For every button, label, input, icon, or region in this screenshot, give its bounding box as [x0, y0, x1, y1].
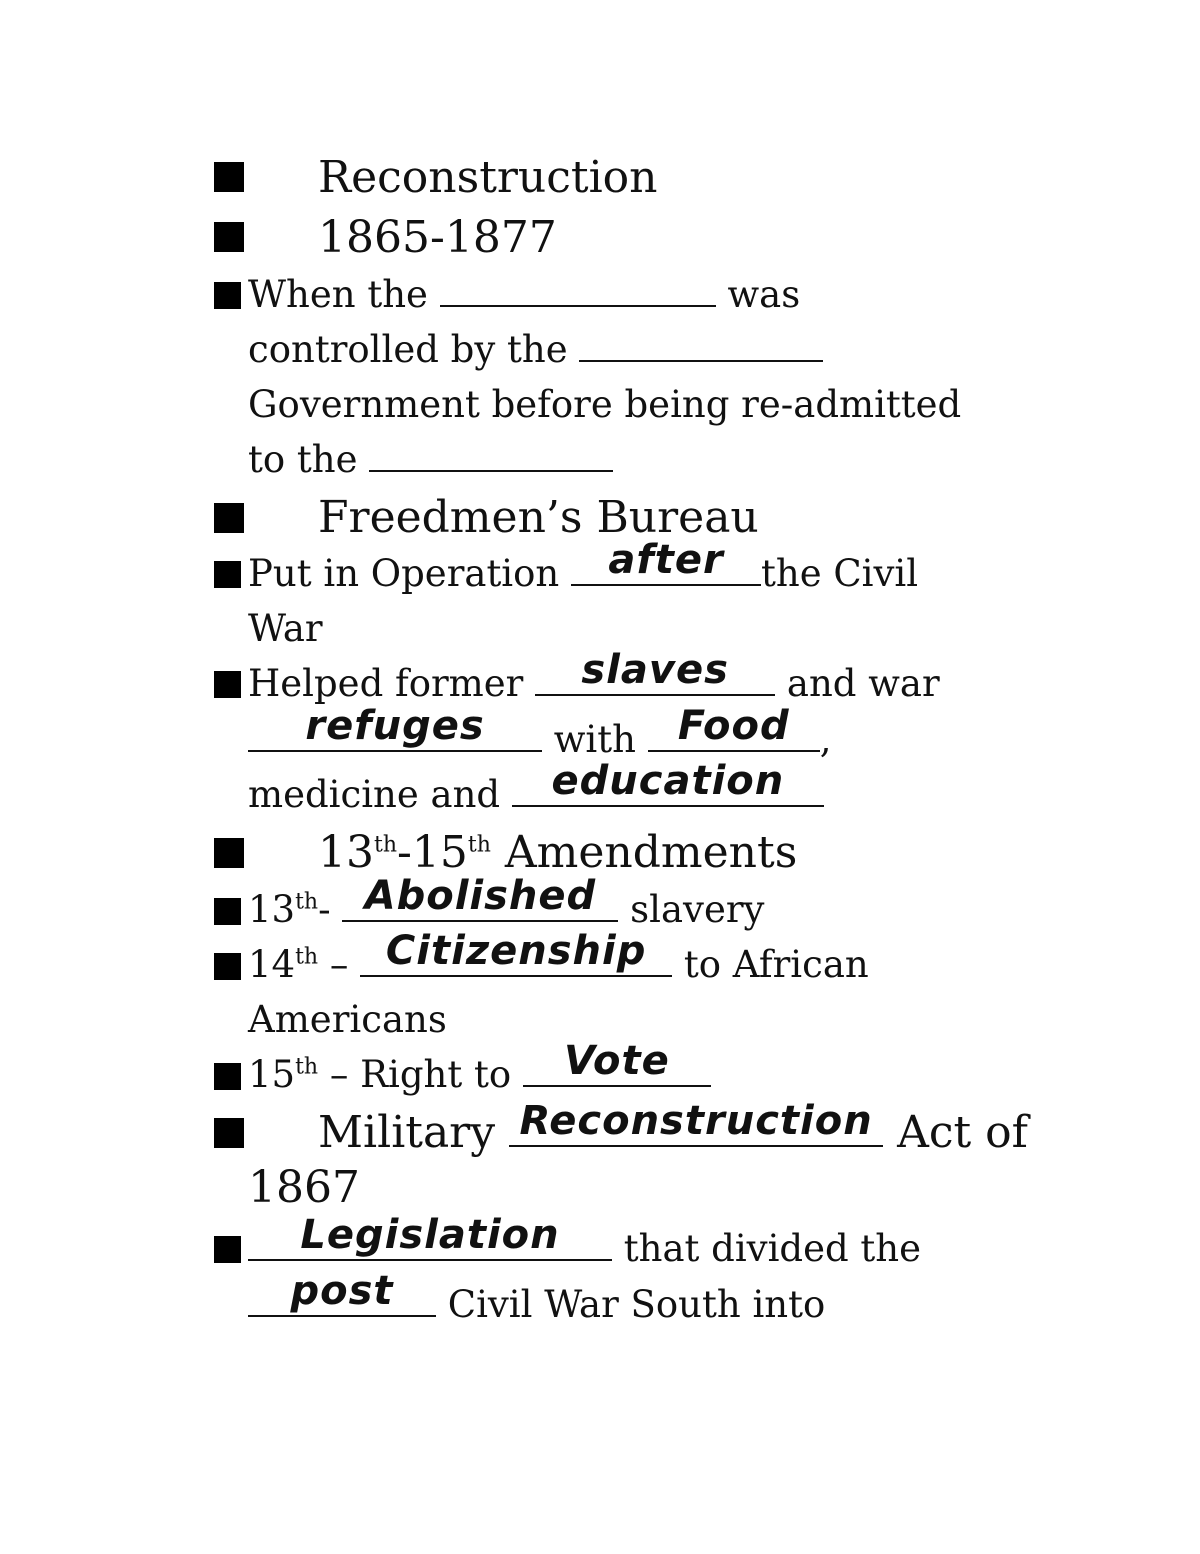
handwritten-answer: Legislation [300, 1212, 560, 1258]
text: Act of [897, 1107, 1028, 1158]
bullet-square [214, 671, 241, 698]
superscript: th [467, 832, 491, 858]
military-post-line [248, 1268, 826, 1328]
text: with [553, 718, 636, 761]
bullet-square [214, 953, 241, 980]
freedmen-operation-line-2: War [248, 607, 323, 650]
text: 13 [248, 888, 296, 931]
bullet-square [214, 561, 241, 588]
answer-blank[interactable] [523, 1038, 711, 1087]
definition-line-4 [248, 437, 613, 483]
handwritten-answer: Vote [564, 1038, 670, 1084]
bullet-square [214, 503, 244, 533]
bullet-square [214, 282, 241, 309]
answer-blank[interactable] [360, 928, 672, 977]
definition-line-1 [248, 272, 800, 318]
answer-blank[interactable] [535, 647, 775, 696]
bullet-square [214, 1118, 244, 1148]
bullet-square [214, 838, 244, 868]
blank-field[interactable] [579, 330, 823, 362]
text: Civil War South into [447, 1283, 826, 1326]
blank-field[interactable] [440, 275, 716, 307]
section-heading-military [318, 1098, 1028, 1159]
bullet-square [214, 222, 244, 252]
handwritten-answer: post [290, 1268, 394, 1314]
text: – [318, 943, 349, 986]
handwritten-answer: Reconstruction [519, 1098, 873, 1144]
blank-field[interactable] [369, 440, 613, 472]
answer-blank[interactable] [248, 703, 542, 752]
definition-text: When the [248, 273, 428, 316]
answer-blank[interactable] [509, 1098, 883, 1147]
text: Put in Operation [248, 552, 560, 595]
answer-blank[interactable] [648, 703, 820, 752]
amendment-14-line-2: Americans [248, 998, 447, 1041]
freedmen-operation-line [248, 537, 919, 597]
text: -15 [397, 827, 468, 878]
answer-blank[interactable] [248, 1212, 612, 1261]
amendment-13-line [248, 873, 765, 933]
military-year: 1867 [248, 1162, 360, 1213]
superscript: th [374, 832, 398, 858]
answer-blank[interactable] [571, 537, 761, 586]
military-legislation-line [248, 1212, 922, 1272]
bullet-square [214, 1236, 241, 1263]
page-title: Reconstruction [318, 152, 658, 203]
definition-line-2 [248, 327, 823, 373]
amendment-14-line [248, 928, 869, 988]
section-heading-freedmen: Freedmen’s Bureau [318, 492, 759, 543]
definition-line-3: Government before being re-admitted [248, 383, 962, 426]
handwritten-answer: education [551, 758, 785, 804]
text: 13 [318, 827, 374, 878]
bullet-square [214, 162, 244, 192]
superscript: th [295, 889, 319, 915]
amendment-15-line [248, 1038, 711, 1098]
text: to African [683, 943, 869, 986]
superscript: th [295, 1054, 319, 1080]
text: slavery [630, 888, 765, 931]
text: Amendments [490, 827, 798, 878]
text: that divided the [623, 1227, 922, 1270]
handwritten-answer: after [608, 537, 724, 583]
handwritten-answer: Abolished [364, 873, 597, 919]
handwritten-answer: refuges [305, 703, 485, 749]
text: Military [318, 1107, 496, 1158]
bullet-square [214, 1063, 241, 1090]
answer-blank[interactable] [512, 758, 824, 807]
handwritten-answer: slaves [581, 647, 729, 693]
text: - [318, 888, 331, 931]
handwritten-answer: Food [677, 703, 790, 749]
text: 15 [248, 1053, 296, 1096]
freedmen-help-line-1 [248, 647, 940, 707]
text: the Civil [761, 552, 919, 595]
superscript: th [295, 944, 319, 970]
text: , [819, 718, 832, 761]
answer-blank[interactable] [248, 1268, 436, 1317]
text: – Right to [318, 1053, 512, 1096]
definition-text: to the [248, 438, 358, 481]
freedmen-help-line-2 [248, 703, 832, 763]
date-range: 1865-1877 [318, 212, 557, 263]
definition-text: was [727, 273, 801, 316]
text: and war [786, 662, 940, 705]
text: Helped former [248, 662, 524, 705]
text: 14 [248, 943, 296, 986]
definition-text: controlled by the [248, 328, 568, 371]
bullet-square [214, 898, 241, 925]
answer-blank[interactable] [342, 873, 618, 922]
section-heading-amendments [318, 827, 797, 879]
freedmen-help-line-3 [248, 758, 824, 818]
handwritten-answer: Citizenship [385, 928, 647, 974]
text: medicine and [248, 773, 501, 816]
